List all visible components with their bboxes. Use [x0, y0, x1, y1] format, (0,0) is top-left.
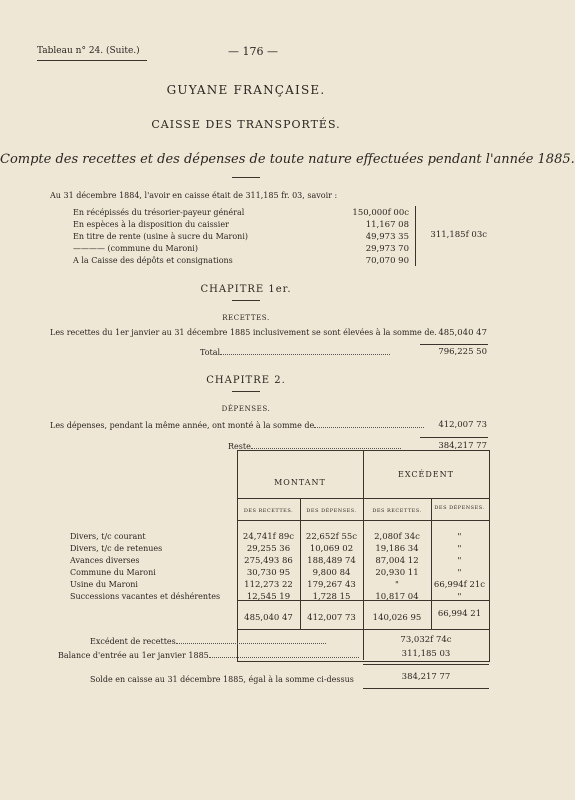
avoir-row-value: 11,167 08 [365, 220, 409, 230]
table-cell: 66,994f 21c [433, 580, 486, 590]
total-depenses: 412,007 73 [307, 613, 356, 623]
table-cell: 2,080f 34c [374, 532, 420, 542]
table-cell: 1,728 15 [312, 592, 351, 602]
table-cell: 9,800 84 [312, 568, 351, 578]
table-cell: 29,255 36 [246, 544, 291, 554]
group-montant: MONTANT [274, 478, 326, 487]
total-label: Total [200, 348, 221, 357]
table-row-label: Commune du Maroni [70, 568, 156, 577]
table-cell: 87,004 12 [375, 556, 419, 566]
table-cell: 20,930 11 [375, 568, 419, 578]
table-row-label: Divers, t/c courant [70, 532, 146, 541]
header-rule [237, 498, 489, 499]
header-rule [237, 520, 489, 521]
table-cell: 275,493 86 [244, 556, 293, 566]
table-cell: 188,489 74 [307, 556, 356, 566]
balance-label: Balance d'entrée au 1er janvier 1885 [58, 651, 209, 660]
avoir-total: 311,185f 03c [430, 230, 487, 240]
table-cell: 30,730 95 [246, 568, 291, 578]
page-number: — 176 — [228, 45, 278, 58]
avoir-row-value: 70,070 90 [365, 256, 409, 266]
col-excedent-recettes: DES RECETTES. [372, 508, 422, 514]
totals-rule [237, 629, 489, 630]
divider [232, 391, 260, 392]
reste-amount: 384,217 77 [438, 441, 487, 451]
table-row-label: Divers, t/c de retenues [70, 544, 163, 553]
group-excedent: EXCÉDENT [398, 470, 454, 479]
avoir-row-label: ———— (commune du Maroni) [73, 244, 198, 253]
divider [232, 177, 260, 178]
table-row-label: Usine du Maroni [70, 580, 138, 589]
avoir-row-label: A la Caisse des dépôts et consignations [73, 256, 233, 265]
avoir-row-label: En récépissés du trésorier-payeur général [73, 208, 245, 217]
col-excedent-depenses: DES DÉPENSES. [434, 505, 485, 511]
avoir-row-label: En titre de rente (usine à sucre du Maroni) [73, 232, 248, 241]
solde-label: Solde en caisse au 31 décembre 1885, égal à la somme ci-dessus [90, 675, 354, 684]
col-recettes: DES RECETTES. [243, 508, 294, 514]
table-row-label: Successions vacantes et déshérentes [70, 592, 221, 601]
excedent-amount: 73,032f 74c [400, 635, 452, 645]
table-cell: 24,741f 89c [242, 532, 295, 542]
avoir-row-value: 49,973 35 [365, 232, 409, 242]
table-cell: " [457, 544, 462, 554]
brace-line [415, 206, 416, 266]
col-depenses: DES DÉPENSES. [306, 508, 357, 514]
chapter-2-title: CHAPITRE 2. [206, 375, 286, 386]
section-heading: Compte des recettes et des dépenses de toute nature effectuées pendant l'année 1885. [0, 152, 575, 167]
depenses-amount: 412,007 73 [438, 420, 487, 430]
balance-amount: 311,185 03 [401, 649, 451, 659]
table-row-label: Avances diverses [70, 556, 140, 565]
avoir-intro: Au 31 décembre 1884, l'avoir en caisse était de 311,185 fr. 03, savoir : [50, 191, 338, 200]
divider [232, 300, 260, 301]
table-cell: 19,186 34 [375, 544, 419, 554]
avoir-row-value: 29,973 70 [365, 244, 409, 254]
total-excedent-depenses: 66,994 21 [437, 609, 482, 619]
header-rule [37, 60, 147, 61]
avoir-row-value: 150,000f 00c [352, 208, 409, 218]
recettes-amount: 485,040 47 [438, 328, 487, 338]
sum-rule [420, 437, 488, 438]
page-subtitle: CAISSE DES TRANSPORTÉS. [151, 118, 341, 131]
total-recettes: 485,040 47 [244, 613, 293, 623]
excedent-label: Excédent de recettes [90, 637, 176, 646]
reste-label: Reste [228, 442, 251, 451]
table-cell: " [395, 580, 399, 590]
recettes-text: Les recettes du 1er janvier au 31 décembre 1885 inclusivement se sont élevées à la somme de. [50, 328, 437, 337]
excedent-line [90, 637, 360, 646]
table-cell: 22,652f 55c [305, 532, 358, 542]
total-excedent-recettes: 140,026 95 [372, 613, 422, 623]
table-cell: 10,069 02 [309, 544, 354, 554]
balance-line [58, 651, 360, 660]
page-title: GUYANE FRANÇAISE. [166, 83, 326, 97]
section-recettes: RECETTES. [222, 314, 270, 322]
depenses-line [50, 421, 420, 430]
chapter-1-title: CHAPITRE 1er. [200, 284, 292, 295]
total-amount: 796,225 50 [438, 347, 487, 357]
total-line [200, 348, 410, 357]
table-cell: " [457, 592, 462, 602]
depenses-text: Les dépenses, pendant la même année, ont monté à la somme de [50, 421, 315, 430]
table-cell: 179,267 43 [307, 580, 356, 590]
table-cell: 112,273 22 [244, 580, 293, 590]
table-cell: " [457, 532, 462, 542]
avoir-row-label: En espèces à la disposition du caissier [73, 220, 229, 229]
table-cell: 10,817 04 [375, 592, 419, 602]
sum-rule [363, 664, 489, 665]
running-header: Tableau n° 24. (Suite.) [37, 46, 140, 56]
table-cell: " [457, 556, 462, 566]
sum-rule [420, 344, 488, 345]
section-depenses: DÉPENSES. [221, 405, 271, 413]
sum-rule [363, 688, 489, 689]
table-cell: " [457, 568, 462, 578]
table-cell: 12,545 19 [246, 592, 291, 602]
solde-amount: 384,217 77 [401, 672, 451, 682]
